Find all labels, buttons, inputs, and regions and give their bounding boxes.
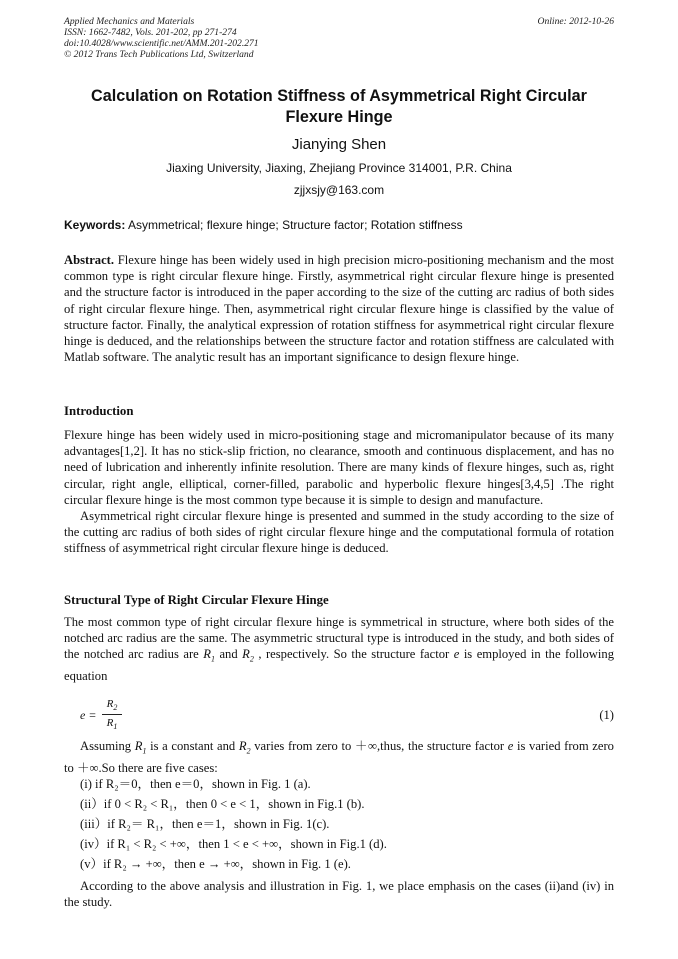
symbol-e: e bbox=[453, 647, 460, 662]
case-list bbox=[80, 774, 614, 874]
structural-heading: Structural Type of Right Circular Flexure Hinge bbox=[64, 593, 329, 607]
equation-1 bbox=[80, 698, 614, 738]
abstract bbox=[64, 252, 614, 365]
fraction-denominator: $R_1$ bbox=[106, 717, 118, 732]
affiliation: Jiaxing University, Jiaxing, Zhejiang Province 314001, P.R. China bbox=[166, 161, 512, 175]
fraction-numerator: $R_2$ bbox=[102, 698, 122, 715]
case-item: (iv）if R₁ < R₂ < +∞，then 1 < e < +∞，shown in Fig.1 (d). bbox=[80, 837, 387, 851]
case-item: (v）if R₂ → +∞，then e → +∞，shown in Fig. 1 (e). bbox=[80, 857, 351, 871]
introduction-heading: Introduction bbox=[64, 404, 134, 418]
journal-name: Applied Mechanics and Materials bbox=[64, 16, 195, 27]
author-email: zjjxsjy@163.com bbox=[293, 183, 385, 197]
case-item: (ii）if 0 < R₂ < R₁，then 0 < e < 1，shown in Fig.1 (b). bbox=[80, 797, 365, 811]
plus-infinity: ＋∞ bbox=[354, 739, 377, 753]
case-item: (iii）if R₂＝ R₁，then e＝1，shown in Fig. 1(c). bbox=[80, 817, 330, 831]
introduction-paragraph-2: Asymmetrical right circular flexure hinge is presented and summed in the study according to the size of the cutting arc radius of both sides of right circular flexure hinge and the computational formula of rotation stiffness of asymmetrical right circular flexure hinge is deduced. bbox=[64, 509, 614, 556]
journal-header bbox=[64, 16, 614, 60]
conclusion-paragraph: According to the above analysis and illustration in Fig. 1, we place emphasis on the cases (ii)and (iv) in the study. bbox=[64, 879, 614, 910]
structural-text: is employed in the following equation bbox=[64, 647, 614, 684]
copyright-line: © 2012 Trans Tech Publications Ltd, Switzerland bbox=[64, 49, 254, 60]
equation-lhs: e = bbox=[80, 708, 97, 722]
equation-number: (1) bbox=[599, 708, 614, 722]
symbol-r1: $R_1$ bbox=[203, 647, 215, 664]
abstract-text: Flexure hinge has been widely used in high precision micro-positioning mechanism and the most common type is right circular flexure hinge. Firstly, asymmetrical right circular flexure hinge is presented and the structure factor is introduced in the paper according to the size of the cutting arc radius of both sides of right circular flexure hinge. Then, asymmetrical right circular flexure hinge is classified by the value of structure factor. Finally, the analytical expression of rotation stiffness for asymmetrical right circular flexure hinge is deduced, and the relationships between the structure factor and rotation stiffness are calculated with Matlab software. The analytic result has an important significance to design flexure hinge. bbox=[64, 253, 614, 365]
symbol-r2: $R_2$ bbox=[238, 739, 251, 756]
introduction-section bbox=[64, 427, 614, 557]
online-date: Online: 2012-10-26 bbox=[537, 16, 614, 27]
case-item: (i) if R₂＝0，then e＝0，shown in Fig. 1 (a). bbox=[80, 777, 311, 791]
plus-infinity: ＋∞ bbox=[76, 760, 99, 775]
issn-line: ISSN: 1662-7482, Vols. 201-202, pp 271-274 bbox=[64, 27, 237, 38]
symbol-e: e bbox=[507, 739, 514, 753]
keywords-text: Asymmetrical; flexure hinge; Structure factor; Rotation stiffness bbox=[128, 218, 463, 232]
symbol-r1: $R_1$ bbox=[134, 739, 147, 756]
structural-text: and bbox=[219, 647, 243, 662]
equation-fraction bbox=[102, 698, 122, 731]
structural-text: The most common type of right circular flexure hinge is symmetrical in structure, where both sides of the notched arc radius are the same. The asymmetric structural type is introduced in the study, and both sides of the notched arc radius are bbox=[64, 615, 614, 662]
abstract-label: Abstract. bbox=[64, 253, 115, 267]
paper-title: Calculation on Rotation Stiffness of Asymmetrical Right Circular Flexure Hinge bbox=[91, 87, 587, 126]
keywords bbox=[64, 218, 614, 232]
structural-paragraph-1 bbox=[64, 614, 614, 684]
keywords-label: Keywords: bbox=[64, 218, 126, 232]
doi-line: doi:10.4028/www.scientific.net/AMM.201-202.271 bbox=[64, 38, 259, 49]
assumption-paragraph: Assuming $R_1$ is a constant and $R_2$ varies from zero to ＋∞,thus, the structure factor e is varied from zero to ＋∞.So there are five cases: bbox=[64, 739, 614, 775]
structural-text: , respectively. So the structure factor bbox=[258, 647, 454, 662]
author-name: Jianying Shen bbox=[291, 136, 387, 153]
symbol-r2: $R_2$ bbox=[242, 647, 254, 664]
introduction-paragraph-1: Flexure hinge has been widely used in micro-positioning stage and micromanipulator because of its many advantages[1,2]. It has no stick-slip friction, no clearance, smooth and continuous displacement, and has no need of lubrication and inherently infinite resolution. There are many kinds of flexure hinges, such as, right circular, right angle, elliptical, corner-filled, parabolic and hyperbolic flexure hinges[3,4,5] .The right circular flexure hinge is the most common type because it is simple to design and manufacture. bbox=[64, 428, 614, 507]
